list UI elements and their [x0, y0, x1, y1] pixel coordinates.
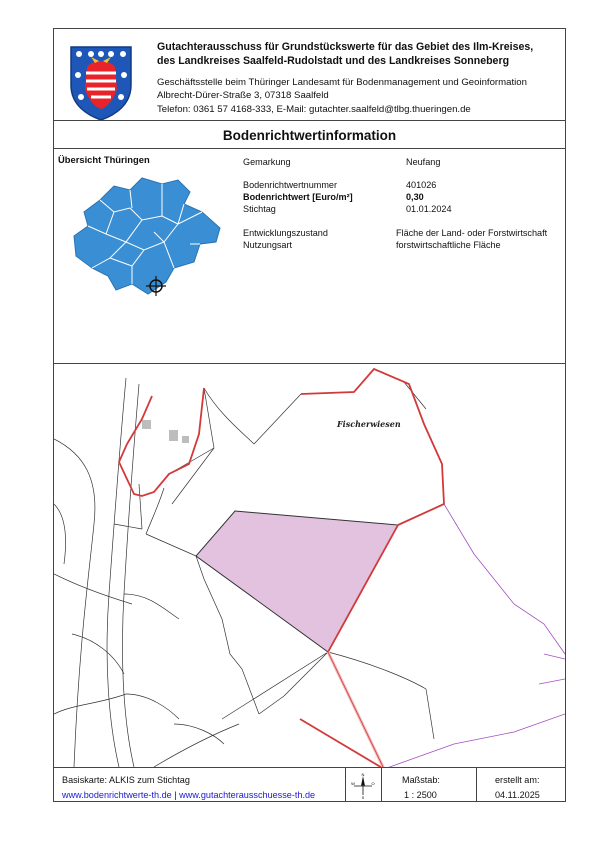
office-line-1: Geschäftsstelle beim Thüringer Landesamt für Bodenmanagement und Geoinformation	[157, 77, 527, 88]
authority-line-1: Gutachterausschuss für Grundstückswerte für das Gebiet des Ilm-Kreises,	[157, 41, 534, 53]
gutachterausschuesse-link[interactable]: www.gutachterausschuesse-th.de	[179, 790, 316, 800]
authority-line-2: des Landkreises Saalfeld-Rudolstadt und des Landkreises Sonneberg	[157, 54, 510, 67]
document-title: Bodenrichtwertinformation	[222, 128, 397, 143]
issuing-authority	[157, 41, 557, 68]
bodenrichtwert-label: Bodenrichtwert [Euro/m²]	[243, 192, 353, 202]
gemarkung-label: Gemarkung	[243, 157, 291, 167]
erstellt-value: 04.11.2025	[495, 790, 540, 800]
gemarkung-value: Neufang	[406, 157, 441, 167]
richtwertnummer-value: 401026	[406, 180, 437, 190]
nutzungsart-value: forstwirtschaftliche Fläche	[396, 240, 501, 250]
compass-north-label: N	[361, 772, 365, 777]
compass-east-label: O	[371, 781, 375, 786]
massstab-label: Maßstab:	[402, 775, 440, 785]
footer-separator-3	[476, 768, 477, 802]
stichtag-value: 01.01.2024	[406, 204, 452, 214]
compass-west-label: W	[351, 781, 355, 786]
map-place-label: Fischerwiesen	[337, 419, 401, 429]
massstab-value: 1 : 2500	[404, 790, 437, 800]
office-contact: Telefon: 0361 57 4168-333, E-Mail: gutachter.saalfeld@tlbg.thueringen.de	[157, 103, 471, 115]
overview-label: Übersicht Thüringen	[58, 154, 150, 165]
erstellt-label: erstellt am:	[495, 775, 540, 785]
footer-links	[62, 789, 315, 801]
entwicklungszustand-value: Fläche der Land- oder Forstwirtschaft	[396, 228, 548, 238]
office-line-2: Albrecht-Dürer-Straße 3, 07318 Saalfeld	[157, 90, 329, 102]
north-arrow-icon	[351, 772, 375, 800]
nutzungsart-label: Nutzungsart	[243, 240, 293, 250]
footer-divider	[54, 767, 565, 768]
document-frame	[53, 28, 566, 802]
bodenrichtwerte-link[interactable]: www.bodenrichtwerte-th.de	[62, 790, 172, 800]
footer-separator-2	[381, 768, 382, 802]
header-divider	[54, 120, 565, 121]
office-address	[157, 76, 562, 116]
title-divider	[54, 148, 565, 149]
cadastral-map[interactable]	[54, 364, 565, 767]
richtwertnummer-label: Bodenrichtwertnummer	[243, 180, 338, 190]
basiskarte-text: Basiskarte: ALKIS zum Stichtag	[62, 775, 190, 785]
stichtag-label: Stichtag	[243, 204, 276, 214]
compass-south-label: S	[361, 795, 365, 800]
footer-separator-1	[345, 768, 346, 802]
link-separator: |	[171, 790, 180, 800]
thuringia-overview-map	[70, 172, 226, 300]
thuringia-coat-of-arms-icon	[69, 45, 133, 121]
entwicklungszustand-label: Entwicklungszustand	[243, 228, 328, 238]
bodenrichtwert-value: 0,30	[406, 192, 424, 202]
